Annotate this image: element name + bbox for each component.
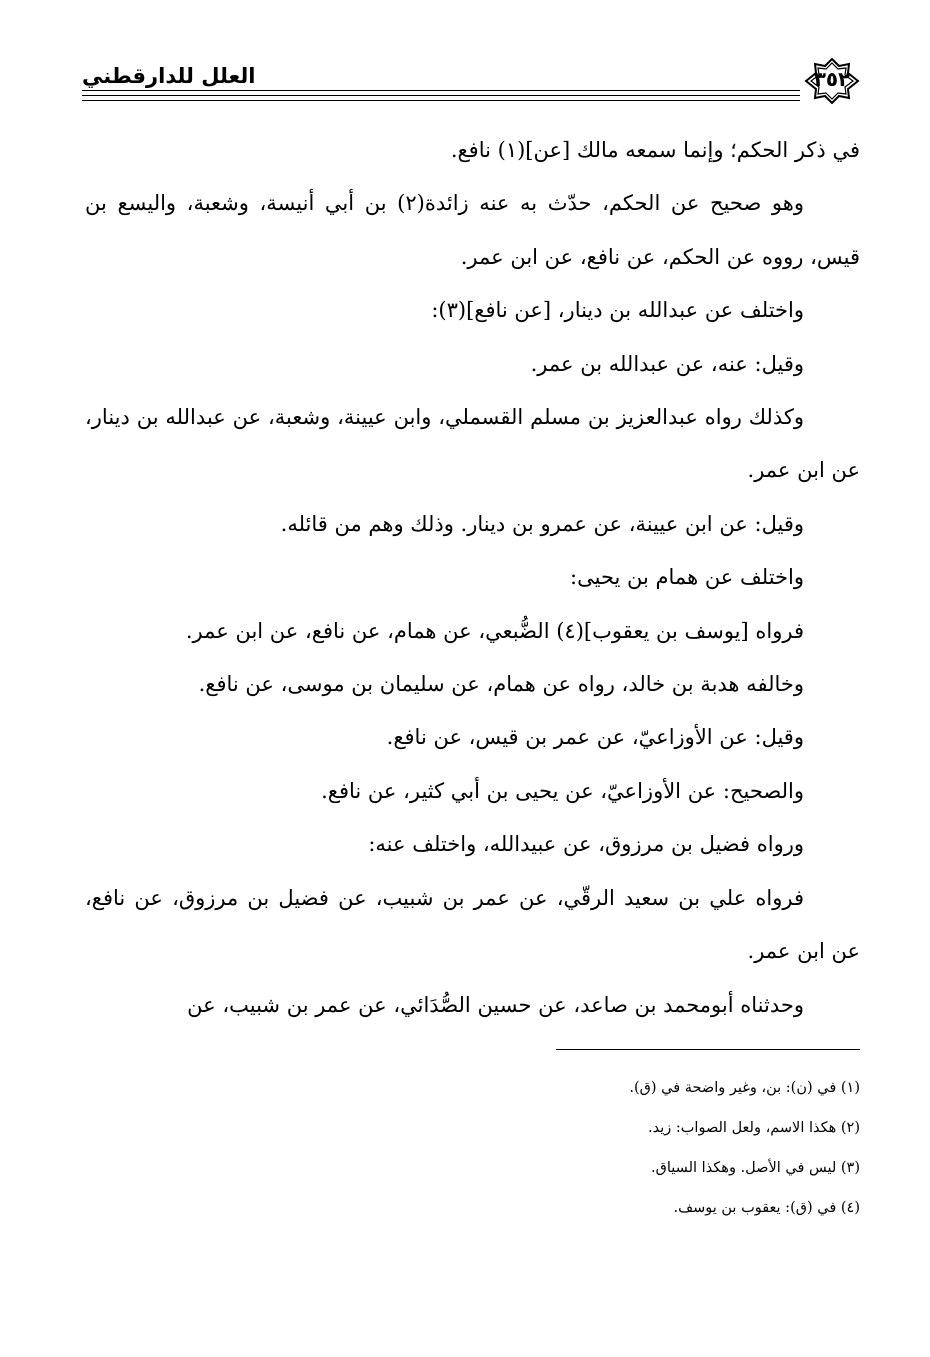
paragraph: وهو صحيح عن الحكم، حدّث به عنه زائدة(٢) بن أبي أنيسة، وشعبة، واليسع بن قيس، رووه عن الحكم، عن نافع، عن ابن عمر. <box>85 191 860 269</box>
main-text <box>85 124 860 1032</box>
footnotes <box>85 1068 860 1228</box>
paragraph: وخالفه هدبة بن خالد، رواه عن همام، عن سليمان بن موسى، عن نافع. <box>198 672 804 697</box>
paragraph: واختلف عن عبدالله بن دينار، [عن نافع](٣): <box>431 298 804 323</box>
book-title: العلل للدارقطني <box>82 64 256 88</box>
paragraph: ورواه فضيل بن مرزوق، عن عبيدالله، واختلف عنه: <box>368 832 804 857</box>
footnote-separator <box>556 1049 860 1050</box>
header-rule <box>82 95 800 96</box>
header-rule <box>82 100 800 101</box>
paragraph: والصحيح: عن الأوزاعيّ، عن يحيى بن أبي كثير، عن نافع. <box>321 778 804 803</box>
paragraph: وقيل: عن ابن عيينة، عن عمرو بن دينار. وذلك وهم من قائله. <box>280 511 804 536</box>
paragraph: واختلف عن همام بن يحيى: <box>570 565 804 590</box>
paragraph: فرواه علي بن سعيد الرقّي، عن عمر بن شبيب، عن فضيل بن مرزوق، عن نافع، عن ابن عمر. <box>85 885 860 964</box>
footnote: (٣) ليس في الأصل. وهكذا السياق. <box>651 1160 860 1176</box>
paragraph: وكذلك رواه عبدالعزيز بن مسلم القسملي، وابن عيينة، وشعبة، عن عبدالله بن دينار، عن ابن عمر. <box>85 405 860 483</box>
paragraph: وقيل: عن الأوزاعيّ، عن عمر بن قيس، عن نافع. <box>386 725 804 750</box>
footnote: (٢) هكذا الاسم، ولعل الصواب: زيد. <box>648 1120 860 1136</box>
page-number-badge <box>802 58 862 104</box>
header-rule <box>82 90 800 91</box>
paragraph: وحدثناه أبومحمد بن صاعد، عن حسين الصُّدَائي، عن عمر بن شبيب، عن <box>187 992 804 1017</box>
footnote: (١) في (ن): بن، وغير واضحة في (ق). <box>629 1080 860 1096</box>
footnote: (٤) في (ق): يعقوب بن يوسف. <box>673 1200 860 1216</box>
paragraph: فرواه [يوسف بن يعقوب](٤) الضُّبعي، عن همام، عن نافع، عن ابن عمر. <box>185 618 804 643</box>
paragraph: وقيل: عنه، عن عبدالله بن عمر. <box>530 351 804 376</box>
paragraph: في ذكر الحكم؛ وإنما سمعه مالك [عن](١) نافع. <box>450 138 860 162</box>
page-number: ٣٥٢ <box>813 67 851 91</box>
page-header <box>82 58 862 104</box>
